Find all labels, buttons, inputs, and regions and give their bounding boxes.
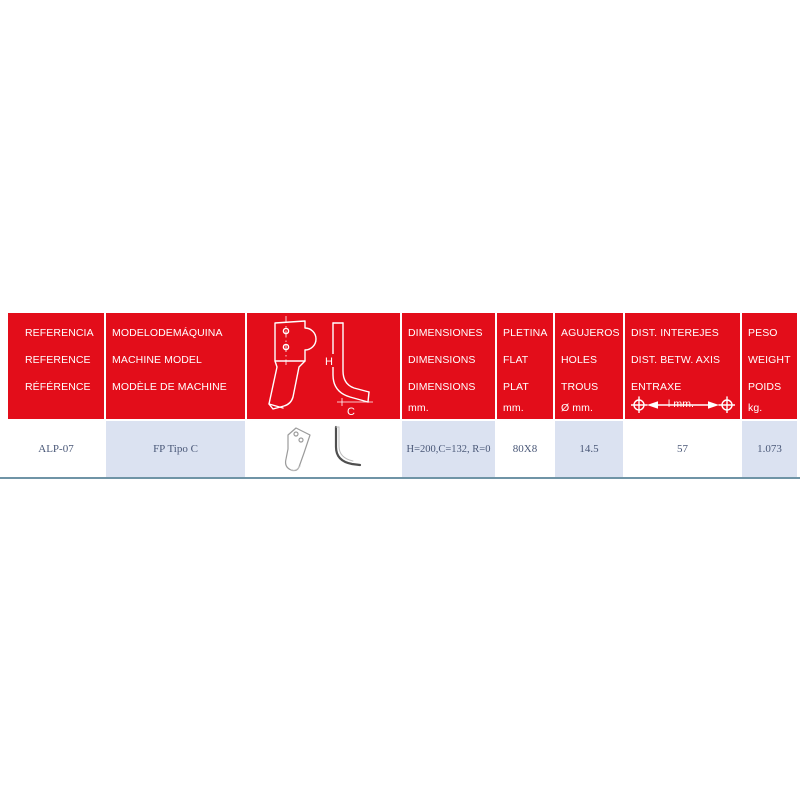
header-holes-en: HOLES <box>561 354 598 366</box>
header-referencia-es: REFERENCIA <box>25 327 94 339</box>
header-machine-model-en: MACHINE MODEL <box>112 354 202 366</box>
header-flat-es: PLETINA <box>503 327 548 339</box>
header-dimensions-fr: DIMENSIONS <box>408 381 476 393</box>
column-flat <box>497 313 553 477</box>
header-drawing <box>247 313 400 419</box>
header-axis-distance-en: DIST. BETW. AXIS <box>631 354 721 366</box>
header-machine-model-es: MODELODEMÁQUINA <box>112 327 223 339</box>
table-bottom-rule <box>0 477 800 479</box>
header-dimensions-en: DIMENSIONS <box>408 354 476 366</box>
header-referencia-fr: RÉFÉRENCE <box>25 381 91 393</box>
blade-front-view-drawing <box>269 316 316 409</box>
header-referencia <box>8 313 104 419</box>
header-axis-distance <box>625 313 740 419</box>
cell-reference-value: ALP-07 <box>8 421 104 477</box>
column-holes <box>555 313 623 477</box>
header-flat-fr: PLAT <box>503 381 529 393</box>
header-machine-model-fr: MODÈLE DE MACHINE <box>112 381 227 393</box>
header-weight-en: WEIGHT <box>748 354 791 366</box>
cell-axis-distance-value: 57 <box>625 421 740 477</box>
blade-schematic-icon <box>247 313 400 419</box>
header-weight-fr: POIDS <box>748 381 782 393</box>
cell-machine-model-value: FP Tipo C <box>106 421 245 477</box>
column-dimensions <box>402 313 495 477</box>
column-drawing <box>247 313 400 477</box>
blade-part-front-view <box>286 428 310 471</box>
catalog-spec-table <box>8 313 797 477</box>
cell-holes-value: 14.5 <box>555 421 623 477</box>
header-flat-unit: mm. <box>503 402 524 414</box>
header-axis-distance-fr: ENTRAXE <box>631 381 682 393</box>
header-holes-es: AGUJEROS <box>561 327 620 339</box>
header-flat-en: FLAT <box>503 354 529 366</box>
axis-distance-unit-row <box>631 398 737 414</box>
blade-part-icon <box>247 421 400 477</box>
header-axis-distance-es: DIST. INTEREJES <box>631 327 719 339</box>
header-axis-distance-unit: l mm. <box>667 398 695 410</box>
cell-flat-value: 80X8 <box>497 421 553 477</box>
height-dimension-label: H <box>325 356 334 368</box>
curve-dimension-label: C <box>347 406 356 418</box>
header-weight-es: PESO <box>748 327 778 339</box>
column-weight <box>742 313 797 477</box>
header-dimensions <box>402 313 495 419</box>
column-machine-model <box>106 313 245 477</box>
header-dimensions-es: DIMENSIONES <box>408 327 483 339</box>
header-holes-unit: Ø mm. <box>561 402 593 414</box>
header-flat <box>497 313 553 419</box>
header-machine-model <box>106 313 245 419</box>
cell-weight-value: 1.073 <box>742 421 797 477</box>
cell-blade-photo-drawing <box>247 421 400 477</box>
header-weight-unit: kg. <box>748 402 763 414</box>
distance-between-axis-arrow-icon <box>631 396 735 413</box>
header-holes-fr: TROUS <box>561 381 599 393</box>
header-dimensions-unit: mm. <box>408 402 429 414</box>
header-referencia-en: REFERENCE <box>25 354 91 366</box>
column-axis-distance <box>625 313 740 477</box>
blade-part-side-view <box>336 427 360 465</box>
header-weight <box>742 313 797 419</box>
cell-dimensions-value: H=200,C=132, R=0 <box>402 421 495 477</box>
blade-side-view-drawing <box>324 323 373 418</box>
column-referencia <box>8 313 104 477</box>
header-holes <box>555 313 623 419</box>
